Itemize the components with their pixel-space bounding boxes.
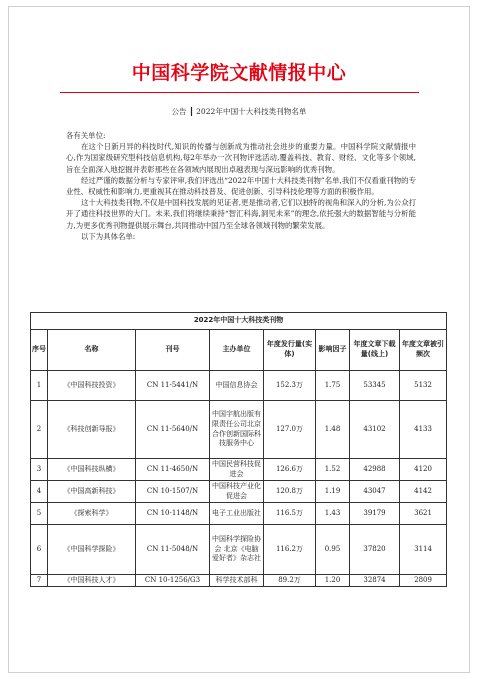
cell-citations: 4142 (400, 481, 447, 503)
cell-sponsor: 科学技术部科 (210, 575, 264, 587)
cell-index: 1 (31, 371, 48, 401)
cell-name: 《中国科技纵横》 (48, 459, 136, 481)
table-row (31, 481, 447, 503)
cell-issn: CN 11-5441/N (136, 371, 210, 401)
table-row (31, 401, 447, 459)
header-impact: 影响因子 (316, 330, 350, 371)
cell-circulation: 116.2万 (264, 525, 316, 575)
cell-citations: 3621 (400, 503, 447, 525)
header-citations: 年度文章被引频次 (400, 330, 447, 371)
cell-impact: 1.48 (316, 401, 350, 459)
paragraph-1: 在这个日新月异的科技时代,知识的传播与创新成为推动社会进步的重要力量。中国科学院文献情报中心,作为国家级研究型科技信息机构,每2年举办一次刊物评选活动,覆盖科技、教育、财经、文化等多个领域,旨在全面深入地挖掘并表彰那些在各领域内展现出卓越表现与深远影响的优秀刊物。 (66, 142, 416, 174)
table-header-row (31, 330, 447, 371)
table-row (31, 503, 447, 525)
header-index: 序号 (31, 330, 48, 371)
header-sponsor: 主办单位 (210, 330, 264, 371)
cell-downloads: 53345 (350, 371, 400, 401)
cell-name: 《科技创新导报》 (48, 401, 136, 459)
header-issn: 刊号 (136, 330, 210, 371)
cell-circulation: 127.0万 (264, 401, 316, 459)
cell-issn: CN 11-4650/N (136, 459, 210, 481)
cell-impact: 1.43 (316, 503, 350, 525)
cell-sponsor: 中国民营科技促进会 (210, 459, 264, 481)
cell-sponsor: 中国宇航出版有限责任公司北京合作创新国际科技服务中心 (210, 401, 264, 459)
notice-body (66, 130, 416, 242)
cell-impact: 1.52 (316, 459, 350, 481)
cell-downloads: 32874 (350, 575, 400, 587)
cell-impact: 1.20 (316, 575, 350, 587)
cell-downloads: 43047 (350, 481, 400, 503)
table-row (31, 371, 447, 401)
header-name: 名称 (48, 330, 136, 371)
cell-circulation: 116.5万 (264, 503, 316, 525)
paragraph-3: 这十大科技类刊物,不仅是中国科技发展的见证者,更是推动者,它们以独特的视角和深入的分析,为公众打开了通往科技世界的大门。未来,我们将继续秉持“智汇科海,洞见未来”的理念,依托强大的数据智能与分析能力,为更多优秀刊物提供展示舞台,共同推动中国乃至全球各领域刊物的繁荣发展。 (66, 198, 416, 230)
header-downloads: 年度文章下载量(线上) (350, 330, 400, 371)
cell-impact: 1.19 (316, 481, 350, 503)
cell-name: 《探索科学》 (48, 503, 136, 525)
cell-name: 《中国科学探险》 (48, 525, 136, 575)
header-circulation: 年度发行量(实体) (264, 330, 316, 371)
cell-downloads: 39179 (350, 503, 400, 525)
salutation: 各有关单位: (66, 131, 106, 140)
cell-name: 《中国科技人才》 (48, 575, 136, 587)
cell-downloads: 42988 (350, 459, 400, 481)
table-row (31, 525, 447, 575)
cell-citations: 3114 (400, 525, 447, 575)
cell-index: 2 (31, 401, 48, 459)
table-row (31, 459, 447, 481)
cell-sponsor: 中国科学探险协会 北京《电脑爱好者》杂志社 (210, 525, 264, 575)
journal-table (30, 312, 447, 587)
cell-name: 《中国科技投资》 (48, 371, 136, 401)
cell-issn: CN 11-5048/N (136, 525, 210, 575)
cell-sponsor: 中国科技产业化促进会 (210, 481, 264, 503)
cell-circulation: 152.3万 (264, 371, 316, 401)
cell-issn: CN 10-1256/G3 (136, 575, 210, 587)
cell-citations: 2809 (400, 575, 447, 587)
cell-index: 4 (31, 481, 48, 503)
cell-circulation: 120.8万 (264, 481, 316, 503)
cell-impact: 1.75 (316, 371, 350, 401)
paragraph-2: 经过严谨的数据分析与专家评审,我们评选出“2022年中国十大科技类刊物”名单,我们不仅看重刊物的专业性、权威性和影响力,更重视其在推动科技普及、促进创新、引导科技伦理等方面的积极作用。 (66, 175, 416, 197)
cell-impact: 0.95 (316, 525, 350, 575)
cell-downloads: 43102 (350, 401, 400, 459)
cell-sponsor: 电子工业出版社 (210, 503, 264, 525)
cell-index: 7 (31, 575, 48, 587)
cell-index: 3 (31, 459, 48, 481)
cell-index: 6 (31, 525, 48, 575)
paragraph-4: 以下为具体名单: (81, 231, 136, 241)
table-caption: 2022年中国十大科技类刊物 (31, 313, 447, 330)
cell-circulation: 89.2万 (264, 575, 316, 587)
cell-issn: CN 11-5640/N (136, 401, 210, 459)
title-divider (60, 92, 419, 93)
cell-citations: 4120 (400, 459, 447, 481)
cell-citations: 5132 (400, 371, 447, 401)
cell-sponsor: 中国信息协会 (210, 371, 264, 401)
cell-name: 《中国高新科技》 (48, 481, 136, 503)
cell-citations: 4133 (400, 401, 447, 459)
notice-subtitle: 公告 ┃ 2022年中国十大科技类刊物名单 (171, 107, 307, 116)
cell-circulation: 126.6万 (264, 459, 316, 481)
cell-index: 5 (31, 503, 48, 525)
table-row (31, 575, 447, 587)
cell-downloads: 37820 (350, 525, 400, 575)
cell-issn: CN 10-1148/N (136, 503, 210, 525)
journal-table-wrapper (30, 312, 446, 587)
org-title: 中国科学院文献情报中心 (131, 62, 347, 84)
cell-issn: CN 10-1507/N (136, 481, 210, 503)
